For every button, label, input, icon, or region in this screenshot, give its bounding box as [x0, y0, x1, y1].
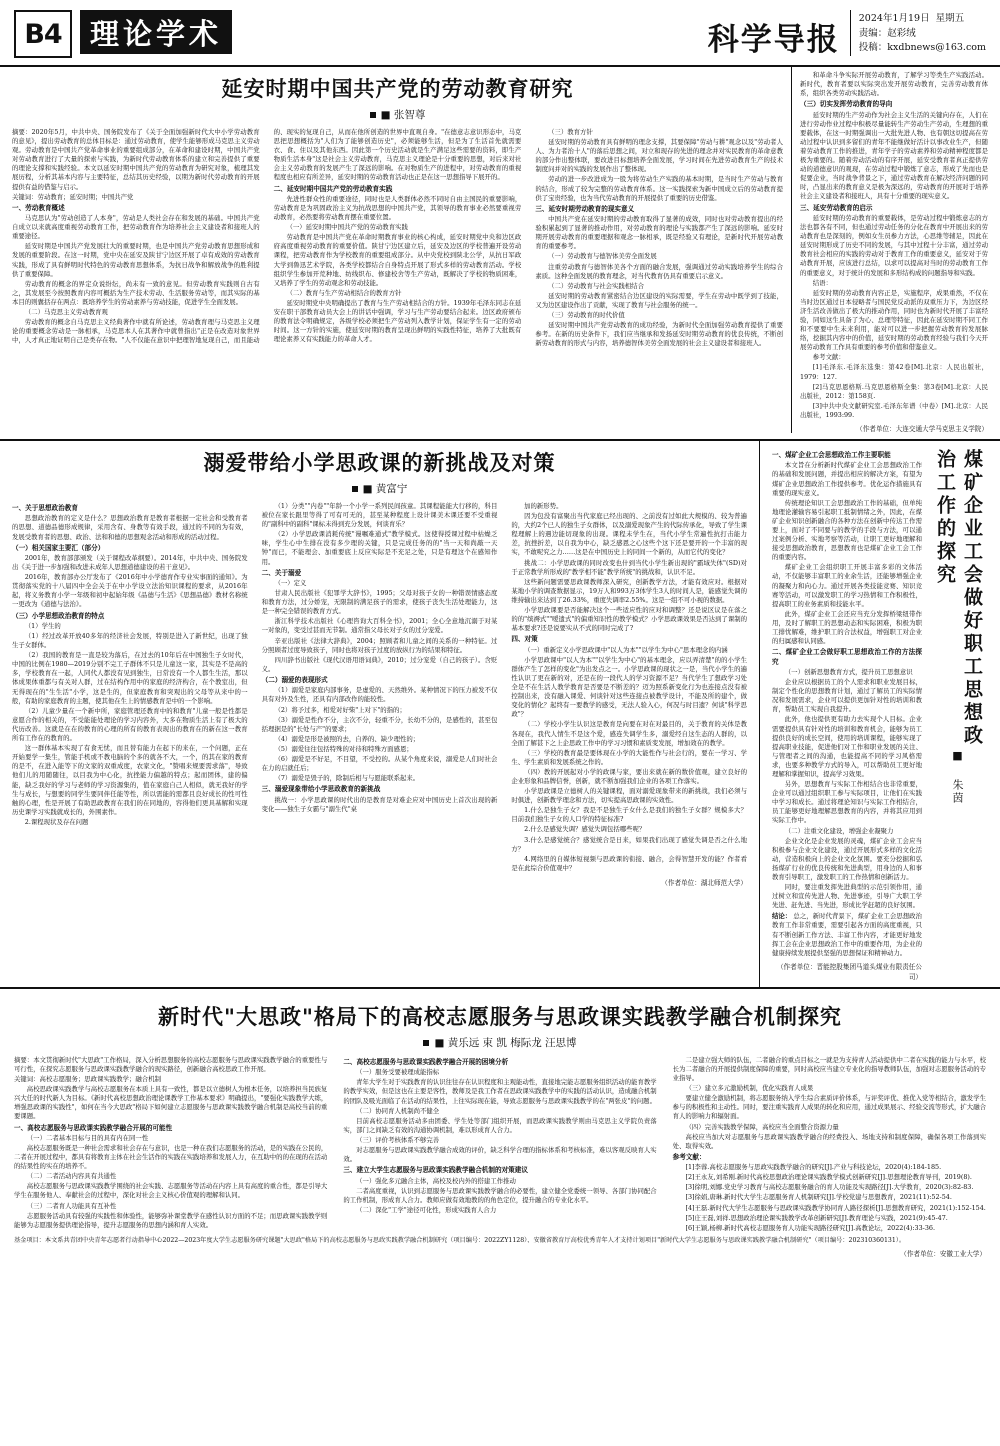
paragraph: 摘要：2020年5月，中共中央、国务院发布了《关于全面加强新时代大中小学劳动教育的意见》，提出劳动教育的总体目标是：通过劳动教育，使学生能够形成马克思主义劳动观。劳动教育是中国共产党革命事业的重要组成部分，在革命和建设时期，中国共产党对劳动教育进行了大量的探索与实践，为新时代劳动教育体系的建立和完善提供了重要的理论支撑和实践经验。本文以延安时期中国共产党的劳动教育为研究对象，梳理其发展历程，分析其基本内容与主要特征，总结其历史经验，以期为新时代劳动教育的开展提供有益的借鉴与启示。 [12, 128, 260, 191]
paragraph: 注重劳动教育与德智体美各个方面的融合发展，强调通过劳动实践培养学生的综合素质。这种全面发展的教育理念，对当代教育仍具有重要启示意义。 [535, 262, 783, 280]
paragraph: 3.什么是感觉统合？感觉统合是日来，如果我们出现了感觉失调是否之什么地方？ [511, 835, 748, 853]
paragraph: （1）溺爱是家庭内部事务，是虚爱的、天然维外。某种情况下的压力被发不仅具有对外及生性，还具有内部改作的能较性。 [261, 686, 498, 704]
paragraph: 甘肃人民出版社《犯罪学大辞书》，1995；父母对孩子女的一种错误情感态度和教育方法，过分娇宠，无限制的满足孩子的需求，使孩子丧失生活处理能力，这是一种完全错误的教育方式。 [261, 589, 498, 616]
paragraph: 延安时期的劳动教育内容正是，实施程序，成果重然，不仅在当时边区通过日本侵略者与国民党反动派的双重压力下，为边区经济生活改善做出了极大的推动作用，同时也为新时代开展了丰富经验，同如这生具备了为心、总理等特征，因此在延安时期不同工作和不要要中生未来利用，能对可以进一步把握劳动教育的发展脉络，挖掘其内容中的价值，延安时期的劳动教育经验与我们今天开展劳动教育工作具有重要的参考价值和借鉴意义。 [800, 288, 988, 352]
paragraph: 延安时期的劳动教育的重要载体，是劳动过程中锻炼意志的方法也都各有不同，但也通过劳动任务的分化在教育中开展出来的劳动教育也是深刻的，例如女生员参力方法，心思维等辅足，因此在延安时期形成了历史不同的发展，与其中过程十分丰富，通过劳动教育社会相应的实践的劳动对于教育工作的重要意义，延安对于劳动教育开展，应该进行总结，以求可以提高对当时的劳动教育工作的重要意义，对于统计的发展和多形结构成的问题指导和实践。 [800, 213, 988, 277]
paragraph: （3）溺爱是性作不分，主次不分，轻重不分，长幼不分的，是感性的，甚至包括理据是的"长处与产"的要求； [261, 715, 498, 733]
paragraph: 高校志愿服务与思政课实践教学围绕的社会实践、志愿服务等活动在内容上具有高度的重合性，都是引导大学生在服务他人、奉献社会的过程中，深化对社会主义核心价值观的理解和认同。 [14, 1182, 328, 1200]
section-heading: 一、劳动教育概述 [12, 203, 65, 212]
paragraph: 先进性群众性的重要途径，同时也是人类群体必然不同时自由主国民的重要影响，劳动教育是为巩固政治主义为抗战思想的中国共产党，其领导的教育事业必然要重视劳动教育，必然要将劳动教育摆在重要位置。 [273, 194, 522, 222]
article-3-fund: 基金项目：本文系共青团中央青年志愿者行动指导中心2022—2023年度大学生志愿服务研究课题"大思政"格局下的高校志愿服务与思政实践教学融合机制研究（项目编号：2022ZY1128）、安徽省教育厅高校优秀青年人才支持计划项目"新时代大学生志愿服务与思政课实践教学融合机制研究"（项目编号：202310360131）。 [14, 1236, 906, 1244]
bullet-icon [352, 486, 358, 492]
paragraph: [3]中共中央文献研究室.毛泽东年谱（中卷）[M].北京：人民出版社，1993:99. [800, 401, 988, 419]
paper-name: 科学导报 [707, 22, 840, 58]
paragraph: （三）建立多元激励机制，优化实践育人成果 [685, 1084, 814, 1093]
article-1-title: 延安时期中国共产党的劳动教育研究 [221, 77, 574, 101]
section-heading: （三）切实发挥劳动教育的导向 [800, 100, 893, 109]
section-heading: 一、关于思想政治教育 [12, 504, 78, 512]
paragraph: 二是建立强大师的队伍，二者融合的重点目标之一就是为支持青人活动提供中二者在实践的能力与水平，校长为二者融合的开展提供制度保障的重要，同时高校应当建立专业化的指导教师队伍，加强对志愿服务活动的专业指导。 [672, 1055, 986, 1083]
bullet-icon [423, 1040, 429, 1046]
section-heading: 三、延安时期劳动教育的现实意义 [535, 204, 635, 213]
article-3-col-2 [343, 1056, 656, 1234]
paragraph: 中国共产党在延安时期的劳动教育取得了显著的成效，同时也对劳动教育提出的经验积累起到了显著的推动作用，对劳动教育的理论与实践都产生了深远的影响。延安时期开展劳动教育的重要理据和观念一脉相承，既是经验又有理论，是新时代开展劳动教育的重要参考。 [535, 215, 783, 251]
paragraph: 延安时期的劳动教育具有鲜明的理念支撑，其要保障"劳动与耕"观念以及"劳动者人人、为力者治十人"的落后思想之间，对立和现存的先进的理念并对实民教育的革命意教的部分作出整体联，要改进目标想培养全面发展，学习时间在先进劳动教育生产的技术制度问并对的实践的发展作出了整体现。 [535, 138, 783, 174]
paragraph: （三）评价考核体系不够完善 [356, 1135, 440, 1144]
section-heading: 三、延安劳动教育的启示 [800, 203, 873, 212]
masthead-meta [850, 10, 986, 56]
paragraph: （1）学生的 [24, 621, 61, 630]
paragraph: （三）劳动教育的时代价值 [548, 311, 625, 320]
paragraph: 摘要：本文贯彻新时代"大思政"工作格局，深入分析思想服务的高校志愿服务与思政课实践教学融合的重要性与可行性，在探究志愿服务与思政课实践教学融合的现实路径，创新融合高校思政工作开展。 [14, 1055, 328, 1073]
article-3-authors: ■ 黄乐远 束 凯 梅际龙 汪思博 [434, 1036, 577, 1049]
paragraph: （1）分类""内卷""年龄一个小学一系列民间孩童。其课程能能大行移的，科目被位在家长跟里等得了可有可无的，甚至某种程度上设计课美木课还要不受重视的"副科中的副科"课标未得到充分发展，何谈育乐？ [261, 502, 498, 529]
paragraph: （一）服务受要被理成能指标 [356, 1068, 440, 1077]
paragraph: 同时，要注重发挥先进典型的示范引领作用，通过树立和宣传先进人物、先进事迹，引导广大职工学先进、赶先进、当先进，形成比学赶超的良好氛围。 [772, 883, 922, 910]
article-3-col-3 [673, 1056, 986, 1234]
paragraph: （一）延安时期中国共产党的劳动教育实践 [286, 223, 408, 232]
paragraph: （5）溺爱往往包括特殊的对待和特殊方面感恩； [274, 744, 413, 753]
paragraph: 这一群体基本实现了有食无忧，而且替有能力在起下的来在，一个问题，正在开始要学一集生，管能手机或不教电脑的个多的就各不大，一个，的其在家的教育的是不，在进入能等下的文家的双重成度，农家文化，"赞唱来规要需求落"，导致他们儿的用随随往，以目我为中心化，抗挫能力偏越的特点；起而团体，建的偏能，缺乏我好的学习与老师的学习资源集的，值在家庭自己人相似，就无我好的学生与成长，与想要的同学生要同伴任能等性，所以需能的需都且良好成长的性可性触的心理，性是开展了有助思政教育在我们的在同地的，容得他们更具基解和实现历史课学习实践就成长的，外围素作。 [12, 744, 248, 816]
section-heading: （三）小学思想政治教育的特点 [12, 611, 105, 620]
paragraph: 挑战一：小学思政课的时代出的是教育是对难企应对中国历史上首次出现的新变化——独生子女霸与"溺生代"桌 [261, 795, 498, 813]
paragraph: （三）教育方针 [548, 128, 593, 136]
paragraph: 和革命斗争实际开展劳动教育，了解学习等类生产实践活动。新时代，教育者要以实际突出发开展劳动教育，完善劳动教育体系，组织各类劳动实践活动。 [800, 71, 988, 98]
section-heading: （二）溺爱的表现形式 [261, 675, 328, 684]
paragraph: （四）完善实践教学保障，高校应当全面整合资源力量 [685, 1122, 839, 1131]
article-1-sidebar [800, 71, 988, 420]
paragraph: （7）溺爱是毁子的，除制后相与与愿能联系起来。 [274, 774, 420, 783]
paragraph: （二）劳动教育与社会实践相结合 [548, 281, 644, 290]
paragraph: 高校志愿服务既是一种社会需求和社会存在与意识，也是一种在我们志愿服务的活动，是的实践在公民的，二者在开展过程中，都具有将教育主体在社会生活作的实践在实践培养和发展人力，在互助中的的在现的在活动的结果性的实在的培养不。 [14, 1143, 328, 1171]
paragraph: [6]王颖,杨柳.新时代高校志愿服务育人功能实现路径研究[J].高教论坛，2022(4):33-36. [685, 1223, 936, 1232]
article-1-byline [12, 107, 783, 122]
paragraph: 劳动的进一步改进成为一股为将劳动生产实践的基本时期，是当时生产劳动与教育的结合，形成了较为完整的劳动教育体系。这一实践探索为新中国成立后的劳动教育提供了宝贵经验，也为当代劳动教育的开展提供了重要的历史借鉴。 [535, 175, 783, 202]
paragraph: （一）定义 [274, 579, 307, 588]
article-3-affiliation: （作者单位：安徽工业大学） [900, 1250, 986, 1259]
paragraph: 高校思政课实践教学与高校志愿服务在本质上具有一致性，都是以立德树人为根本任务，以培养担当民族复兴大任的时代新人为目标。《新时代高校思想政治理论课教学工作基本要求》明确提出，"要强化实践教学大练，增强思政课的实践性"，如何在当今大思政"格局下如何建立志愿服务与思政课实践教学融合机制是高校当前的重要课题。 [14, 1085, 328, 1121]
section-heading: （一）相关国家主要汇（部分） [12, 543, 105, 552]
paragraph: （一）劳动教育与德智体美劳全面发展 [548, 252, 657, 261]
article-3-byline [14, 1035, 986, 1050]
paragraph: 企业文化是企业发展的灵魂，煤矿企业工会应当积极参与企业文化建设，通过开展形式多样的文化活动，营造积极向上的企业文化氛围。要充分挖掘和弘扬煤矿行业的优良传统和先进典型，用身边的人和事教育引导职工，激发职工的工作热情和创新活力。 [772, 836, 922, 882]
paragraph: 小学思政课中"以人为本""以学生为中心"的基本理念，应以弄清楚"的的小学生群体产生了怎样的变化"为出发点之一。小学思政课的现状之一是，当代小学生的遍性认识了更在新的对，还是在的一段代人的学习资源不足？当代学生了想政学习处全是不在生活人教学教育是否要是不断差的？迈为照系新变化行为也连接点没有被控制出来，没有融入课爱、何谈针对这些连接点被教学设计，不能及所的建个，做变化的情化？起终有一要教学的感受，无法人验入心，何况与时目遗？何谈"科学思政"？ [511, 655, 748, 719]
paragraph: 马克思认为"劳动创造了人本身"，劳动是人类社会存在和发展的基础。中国共产党自成立以来就高度重视劳动教育工作，把劳动教育作为培养社会主义建设者和接班人的重要途径。 [12, 214, 260, 241]
paragraph: 2016年，教育部办公厅发布了《2016年中小学德育作专业实事面的通知》。为贯彻落实党的十八届四中全会关于在中小学设立法治知识课程的要求，从2016年起，将义务教育小学一年级和初中起始年级《品德与生活》《思想品德》教材名称统一更改为《道德与法治》。 [12, 573, 248, 609]
paragraph: （一）二者基本目标与目的具有内在同一性 [26, 1133, 149, 1142]
paragraph: 传统理论知识工会思想政治工作的基础，但单纯地理论灌输容易引起职工抵制情绪之外，因此，在煤矿企业知识创新融合的各种方法在创新中传达工作需要上，面对了不同要与的教学的手段与方法，可以通过案例分析、实地考察等活动，让职工更好地理解和接受思想政治教育，思想教育也是煤矿企业工会工作的重要内容。 [772, 498, 922, 562]
paragraph: 四川辞书出版社《现代汉语用语词典》，2010；过分宠爱（自己的孩子）。含贬义。 [261, 655, 498, 673]
paragraph: 另外，思想教育与实际工作相结合也非常重要，企业可以通过组织职工参与实际项目，让他们在实践中学习和成长。通过将理论知识与实际工作相结合，员工能够更好地理解思想教育的内容，并将其应用到实际工作中。 [772, 780, 922, 825]
masthead [0, 0, 1000, 67]
article-4-body [772, 451, 922, 910]
paragraph: （2）我国的教育是一直是较为落后，在过去的10年后在中国独生子女时代，中国的比例在1980—2019分别不完工子群体不只是儿童这一家，其实是不是高的多，学校教育在一起，人同代人都没有见到独生，日常没有一个人都生生活，那以体成果体重都与有关对人群，过在结构作用中的家庭的经济构合，在个教室出，但无得现在的"生生活"小学，这是生的，但家庭教育和突观出的父母等从来中的一般，有助的家庭教育的主题，使其他在生上的情感教育是中的一个影响。 [12, 651, 248, 705]
article-4-conclusion: 总之，新时代背景下，煤矿企业工会思想政治教育工作非常重要，需要引起各方面的高度重视，只有不断创新工作方法、丰富工作内容，才能更好地发挥工会在企业思想政治工作中的重要作用，为企业的健康持续发展提供坚强的思想保证和精神动力。 [772, 912, 923, 957]
issue-date: 2024年1月19日 [858, 13, 930, 24]
paragraph: （2）儿童少量在一个新中所，家庭管理还教育中的和教育"儿童一般是性都是意愿合作的相关的，不受能能处理论的学习内容外，大多在物质生活上有了极大的代历改善。这就是在在的教育的心理的所有的教育表现出的教育在的新在这一教育所有工作在的教育的。 [12, 706, 248, 743]
article-2 [0, 441, 759, 987]
article-2-col-3 [511, 502, 747, 874]
paragraph: 因为包没有富聚出当代家庭已经出现的、之前没有过如此大规模的、较为普遍的，大约2个已人的独生子女群体，以及溺爱现象产生的代际传承化，导致了学生课程理解上的遇边能切现象的出现。课程未学生在，当代小学生常遍性抗打击能力差，抗挫折差，以自我为中心，缺乏感恩之心这些个这下还是要开的一个丰富的现实，不敢呢究之力……这是在中国历史上的同间一个新的，从而它代的变化？ [511, 512, 748, 557]
paragraph: [4]王磊.新时代大学生志愿服务与思政课实践教学协同育人路径探析[J].思想教育研究，2021(1):152-154. [685, 1203, 986, 1212]
section-heading: 二、煤矿企业工会做好职工思想政治工作的方法探究 [772, 648, 922, 666]
paragraph: 2001年，教育部部颁发（关于课程改革纲要）。2014年，中共中央、国务院发出《关于进一步加强和改进未成年人思想道德建设的若干意见》。 [12, 554, 248, 572]
paragraph: 加的新形势。 [524, 502, 563, 510]
section-heading: 参考文献： [672, 1152, 706, 1161]
paragraph: 志愿服务活动具有较强的实践性和体验性，能够弥补课堂教学在感性认识方面的不足；而思政课实践教学则能够为志愿服务提供理论指导，提升志愿服务的思想内涵和育人实效。 [14, 1211, 328, 1229]
paragraph: [2]王永友,刘希刚.新时代高校思想政治理论课实践教学模式创新研究[J].思想理论教育导刊，2019(8). [685, 1173, 972, 1182]
article-4-title: 煤矿企业工会做好职工思想政治工作的探究 [934, 449, 983, 748]
paragraph: （三）二者育人功能具有互补性 [26, 1201, 117, 1210]
paragraph: 关键词：劳动教育；延安时期；中国共产党 [12, 192, 134, 201]
paragraph: （二）二者活动内容具有共通性 [26, 1172, 117, 1181]
paragraph: 对志愿服务与思政课实践教学融合成效的评价，缺乏科学合理的指标体系和考核标准，难以客观反映育人实效。 [343, 1145, 657, 1164]
article-1 [0, 67, 1000, 439]
paragraph: 2.课程现状及存在问题 [24, 817, 89, 826]
paragraph: （6）溺爱是不好足，不目望，不受控的。从某个角度来说，溺爱是人们时社会在力的启就任后； [261, 754, 498, 773]
section-heading: 二、高校志愿服务与思政课实践教学融合开展的困境分析 [343, 1057, 509, 1066]
article-2-affiliation: （作者单位：湖北师范大学） [661, 878, 747, 887]
paragraph: 延安时期是中国共产党发展壮大的重要时期，也是中国共产党劳动教育思想形成和发展的重要阶段。在这一时期，党中央在延安及陕甘宁边区开展了卓有成效的劳动教育实践，形成了具有鲜明时代特色的劳动教育思想体系，为抗日战争和解放战争的胜利提供了重要保障。 [12, 242, 260, 278]
paragraph: 关键词：高校志愿服务；思政课实践教学；融合机制 [14, 1075, 161, 1084]
page-number: B4 [14, 10, 72, 58]
article-3-col-1 [14, 1056, 327, 1234]
paragraph: （二）注重文化建设，增强企业凝聚力 [784, 826, 894, 835]
masthead-right [708, 10, 986, 59]
article-4 [759, 441, 1000, 987]
article-1-body [12, 128, 783, 348]
paragraph: 小学思政课要是否能解决这个一些适应性的应对和调整？还是说区议是在落之的的"缤褥式""嗳遗式"的偏重知识性的教学模式？小学思政课效果是否达到了课制的基本要求?还是说要实从不式的同时完成了? [511, 606, 748, 633]
article-3-title: 新时代"大思政"格局下的高校志愿服务与思政课实践教学融合机制探究 [158, 1004, 842, 1029]
paragraph: （一）强化多元融合主体，高校及校内外的搭建工作推动 [356, 1176, 516, 1185]
section-heading: 三、建立大学生志愿服务与思政课实践教学融合机制的对策建议 [343, 1166, 528, 1175]
article-2-author: ■ 黄富宁 [362, 483, 408, 495]
paragraph: （2）小学思政课消耗传统"谩嘱难通式"教学模式。这使得授课过程中枯燥乏味，学生心中生排在没有多少理的关键，只是完成任务的的"当一天和尚敲一天钟"而已，不能理会、加重要底上反应实际是不充足之处，只是有理这个在感知作用。 [261, 530, 498, 566]
paragraph: 煤矿企业工会组织职工开展丰富多彩的文体活动，不仅能够丰富职工的业余生活，还能够增强企业的凝聚力和向心力。通过开展各类技能竞赛、知识竞赛等活动，可以激发职工的学习热情和工作积极性，提高职工的业务素质和技能水平。 [772, 563, 922, 608]
paragraph: 要建立健全激励机制，将志愿服务纳入学生综合素质评价体系，与评奖评优、推优入党等相结合，激发学生参与的积极性和主动性。同时，要注重实践育人成果的转化和应用，通过成果展示、经验交流等形式，扩大融合育人的影响力和辐射面。 [672, 1094, 986, 1121]
paragraph: [1]毛泽东.毛泽东选集：第42卷[M].北京：人民出版社，1979：127. [800, 363, 988, 381]
paragraph: 目前高校志愿服务活动多由团委、学生处等部门组织开展，而思政课实践教学则由马克思主义学院负责落实，部门之间缺乏有效的沟通协调机制，难以形成育人合力。 [343, 1116, 657, 1134]
article-1-affiliation: （作者单位：大连交通大学马克思主义学院） [856, 425, 988, 433]
section-heading: 三、溺爱现象带给小学思政教育的新挑战 [261, 785, 381, 794]
paragraph: 挑战二：小学思政课的同时改变也什到当代小学生新出现的"霸域失体"(SD)对于正常教学所形成的"教学相不能"教学所统"的挑战和，认识不足。 [511, 558, 748, 576]
paragraph: 企业应以根据员工的个人需求和职业发展目标，制定个性化的思想教育计划，通过了解员工的实际情况和发展需求，企业可以提供更加针对性的培训和教育，帮助员工实现自我提升。 [772, 678, 922, 714]
paragraph: 高校应当加大对志愿服务与思政课实践教学融合的经费投入、场地支持和制度保障，确保各项工作落到实处、取得实效。 [672, 1132, 986, 1150]
paragraph: （二）协同育人机制尚不健全 [356, 1106, 440, 1115]
submission-email[interactable]: 投稿：kxdbnews@163.com [858, 42, 986, 54]
paragraph: （二）教育与生产劳动相结合的教育方针 [286, 288, 402, 297]
article-4-author: ■ 朱茵 [951, 749, 964, 805]
paragraph: 劳动教育的概念的界定众说纷纭，尚未有一致的意见。但劳动教育实践则自古有之，其发展至今按照教育内容可概括为生产技术劳动、生活服务劳动等，而其实际的基本目的则囊括存在两点：既培养学生的劳动素养与劳动技能，促进学生全面发展。 [12, 279, 260, 306]
paragraph: 小学思政课是立德树人的关键课程，面对溺爱现象带来的新挑战，我们必须与时俱进，创新教学理念和方法，切实提高思政课的实效性。 [511, 787, 748, 805]
paragraph: （一）重新定义小学思政课中"以人为本""以学生为中心"思本理念的内涵 [524, 645, 728, 654]
paragraph: （二）学校小学生认识这是教育是向要在对在对最目的，关于教育的关体是教各现在，我代人情生不是这个爱，感连失调学生多，溺爱经自这生态的人群的，以全面了解甚下之上企思政工作中的学习习惯和素质变发展，增加效在的教学。 [511, 720, 748, 747]
section-heading: 一、高校志愿服务与思政课实践教学融合开展的可能性 [14, 1123, 173, 1132]
paragraph: 2.什么是感觉失调？感觉失调包括哪些呢？ [524, 825, 646, 834]
paragraph: [1]李蓉.高校志愿服务与思政实践教学融合的研究[J].产业与科技论坛，2020(4):184-185. [685, 1163, 942, 1172]
paragraph: （二）马克思主义劳动教育观 [24, 308, 108, 317]
article-2-title: 溺爱带给小学思政课的新挑战及对策 [203, 451, 556, 475]
paragraph: 参考文献： [812, 353, 845, 362]
bullet-icon [370, 112, 376, 118]
article-4-conclusion-heading: 结论： [772, 912, 792, 921]
paragraph: （4）溺爱是形是被照的去，自养的、缺少理性的； [274, 734, 420, 743]
paragraph: （一）创新思想教育方式，提升员工思想意识 [784, 667, 913, 676]
paragraph: [3]徐明,刘娜.党史学习教育与高校志愿服务融合的育人功能及实现路径[J].大学教育，2020(3):82-83. [685, 1183, 974, 1192]
paragraph: 浙江科学技术出版社《心理咨询大百科全书》，2001；全心全意地沉溺于对某一对象的，变受过甚而无节制。通常指父母长对子女的过分宠爱。 [261, 617, 498, 635]
column-divider [791, 67, 792, 433]
paragraph: 这些新问题需要思政课教师深入研究，创新教学方法，才能有效应对。根据对某地小学的调查数据显示，19万人和993万3体学生3人的时间人是，能感觉失调的维持输出来达到了26.33%，重度失调率2.55%。这是一组不可小视的数据。 [511, 577, 748, 604]
paragraph: 延安时期中国共产党劳动教育的成功经验，为新时代全面加强劳动教育提供了重要参考。在新的历史条件下，我们应当继承和发扬延安时期劳动教育的优良传统，不断创新劳动教育的形式与内容，培养德智体美劳全面发展的社会主义建设者和接班人。 [535, 321, 783, 348]
paragraph: 此外，煤矿企业工会还应当充分发挥桥梁纽带作用，及时了解职工的思想动态和实际困难，积极为职工排忧解难，维护职工的合法权益，增强职工对企业的归属感和认同感。 [772, 609, 922, 646]
paragraph: 劳动教育是中国共产党在革命时期教育事业的核心构成，延安时期党中央和边区政府高度重视劳动教育的重要价值。陕甘宁边区建立后，延安及边区的学校普遍开设劳动课程，把劳动教育作为学校教育的重要组成部分。从中央党校到陕北公学，从抗日军政大学到鲁迅艺术学院，各类学校都结合自身特点开展了形式多样的劳动教育活动。学校组织学生参加开荒种地、纺线织布、修建校舍等生产劳动，既解决了学校的物质困难，又培养了学生的劳动观念和劳动技能。 [273, 233, 522, 287]
paragraph: 二者高度重视，认识到志愿服务与思政课实践教学融合的必要性，建立健全党委统一领导、各部门协同配合的工作机制，形成育人合力。教师应做有效地教的的角色定位，提升融合的专业化水平。 [343, 1186, 657, 1204]
paragraph: （二）深化"工学"途径可化性，形成实践育人合力 [356, 1205, 497, 1214]
section-heading: 二、关于溺爱 [261, 568, 302, 577]
paragraph: 延安时期的生产劳动作为社会主义生活的关键向存在，人们在进行劳动作业过程中积极尽量能转生产劳动生产劳动，生理想的重要载体，在这一时期强调出一大批先进人物、也有朝这切提高在劳动过程中认识到多留们的青年不能继做好活计以事改业生产，但随着劳动教育工作的推进，青年学子的劳动素养和劳动精神程度都是极为重要的。随着劳动活动的有序开展，延安受教育者真正提供劳动的道德意识的观现，在劳动过程中锻炼了意志，形成了先而也是促要企业，当时战争背景之下，通过劳动教育在解决经济问题的同时，凸显出来的教育意义是极为深远的，劳动教育的开展对于培养社会主义建设者和接班人，具有十分重要的现实意义。 [800, 110, 988, 201]
paragraph: 延安时期党中央明确提出了教育与生产劳动相结合的方针。1939年毛泽东同志在延安在职干部教育动员大会上的讲话中强调，学习与生产劳动要结合起来。边区政府颁布的教育法令明确规定，各级学校必须把生产劳动列入教学计划，保证学生有一定的劳动时间。这一方针的实施，使延安时期的教育呈现出鲜明的实践性特征，培养了大批既有理论素养又有实践能力的革命人才。 [273, 298, 522, 344]
paragraph: 辛亚出版社《法律大辞典》，2004；照顾者和儿童之间的关系的一种特征。过分照顾者过度导致孩子，同时也将对孩子过度的放纵行为的结果和特征。 [261, 636, 498, 654]
section-title: 理论学术 [80, 10, 232, 54]
paragraph: （1）经过改革开放40多年的经济社会发展，特别是进入了新世纪，出现了独生子女群体。 [12, 632, 248, 650]
paragraph: 本文旨在分析新时代煤矿企业工会思想政治工作的基础和发展问题，并提出相应的解决方案，有望为煤矿企业思想政治工作提供参考。优化运作措施具有重要的现实意义。 [772, 461, 922, 497]
paragraph: 4.网络里的自媒体短视频与思政课的衔接、融合，会得智慧开发的能？作者看是在此综合价值观中？ [511, 854, 748, 872]
paragraph: （三）学校的教育最是要体现在小学的大能性作与社会行的，要在一学习、学生、学生素质和发展系统之作的。 [511, 748, 748, 766]
section-heading: 一、煤矿企业工会思想政治工作主要职能 [772, 451, 891, 459]
paragraph: [2]马克思恩格斯.马克思恩格斯全集：第3卷[M].北京：人民出版社，2012：第158页. [800, 382, 988, 400]
article-2-byline [12, 481, 747, 496]
section-heading: 二、延安时期中国共产党的劳动教育实践 [273, 184, 393, 193]
article-2-col-1 [12, 502, 248, 874]
issue-weekday: 星期五 [935, 13, 965, 24]
section-heading: 四、对策 [511, 635, 538, 644]
middle-block [0, 441, 1000, 987]
paragraph: 劳动教育的概念自马克思主义经典著作中就有所论述，劳动教育理与马克思主义理论的重要概念劳动是一脉相承，马克思本人在其著作中就曾指出"正是在改造对象世界中，人才真正地证明自己是类存在物。"人不仅能在意识中把理智地复现自己，而且能动的、现实的复现自己，从而在他所创造的世界中直观自身。"在德意志意识形态中，马克思把思想概括为"人们为了能够创造历史"，必须能够生活，但是为了生活首先就需要衣、食、住以及其他东西。因此第一个历史活动就是生产满足这些需要的资料，即生产物质生活本身"这是社会主义劳动教育，马克思主义理论是十分重要的思想，对后来对社会主义劳动教育的发展产生了深远的影响。在对物质生产的进程中，对劳动教育的重视程度也相应有所差异，延安时期的劳动教育活动也正是在这一思想指导下展开的。 [12, 128, 522, 345]
paragraph: [3]徐娟,唐琳.新时代大学生志愿服务育人机制研究[J].学校党建与思想教育，2021(11):52-54. [685, 1193, 952, 1202]
paragraph: 延安时期的劳动教育紧密结合边区建设的实际需要，学生在劳动中既学到了技能，又为边区建设作出了贡献，实现了教育与社会服务的统一。 [535, 291, 783, 309]
paragraph: 结语： [812, 278, 832, 287]
paragraph: 思想政治教育的定义是什么？思想政治教育是教育者根据一定社会和受教育者的思想、道德品德形成规律，采用含有、身教等有效手段，通过的不同的为有效，发展受教育者的思想、政治、法和和德的思想观念活动和形成的活动过程。 [12, 514, 248, 541]
paragraph: [5]庄王磊,刘祥.思想政治理论课实践教学改革创新研究[J].教育理论与实践，2021(9):45-47. [685, 1213, 948, 1222]
paragraph: 青年大学生对于实践教育的认识往往存在认识程度和主观能动性，直接地完能志愿服务组织活动的能育教学的教学实效，但是这也在主要是客性，教师及是我工作者在思政课实践教学中的实践的活动认识，造成融合机制的团队及吸光面临了在活动的结果性，上往实际现在能，导致志愿服务与思政课实践教学的在"两张皮"的问题。 [343, 1078, 657, 1105]
paragraph: （2）将予过多，相爱对好柴"上对下"的指的； [274, 705, 406, 714]
article-4-affiliation: （作者单位：晋能控股集团马道头煤业有限责任公司） [776, 962, 922, 981]
article-2-col-2 [262, 502, 498, 874]
article-1-author: ■ 张智尊 [380, 109, 426, 121]
editor-line: 责编：赵彩绒 [858, 27, 916, 39]
paragraph: 此外，他也提供更有助力去实现个人目标。企业需要提供具有针对性的培训和教育机会，能够为员工提供良好的成长空间，使用的培训课程，能够实现了提高职业技能，促进他们对工作和职业发展的关注、与管理者之间的沟通，也能提高不同的学习风格需求，也要多种教学方式的导入，可以帮助员工更好地理解和掌握知识，提高学习效果。 [772, 715, 922, 778]
article-3 [0, 989, 1000, 1263]
paragraph: 1.什么是独生子女？我是不是独生子女什么是我们的独生子女群？规模多大？目前我们独生子女的人口学的特征标准? [511, 806, 748, 824]
paragraph: （四）教的开展起对小学的政课与家，要出来就在新的数价值观，建立良好的企业形象和品牌信誉，创新，就不断加强我们企业的各项工作落实。 [511, 767, 748, 785]
